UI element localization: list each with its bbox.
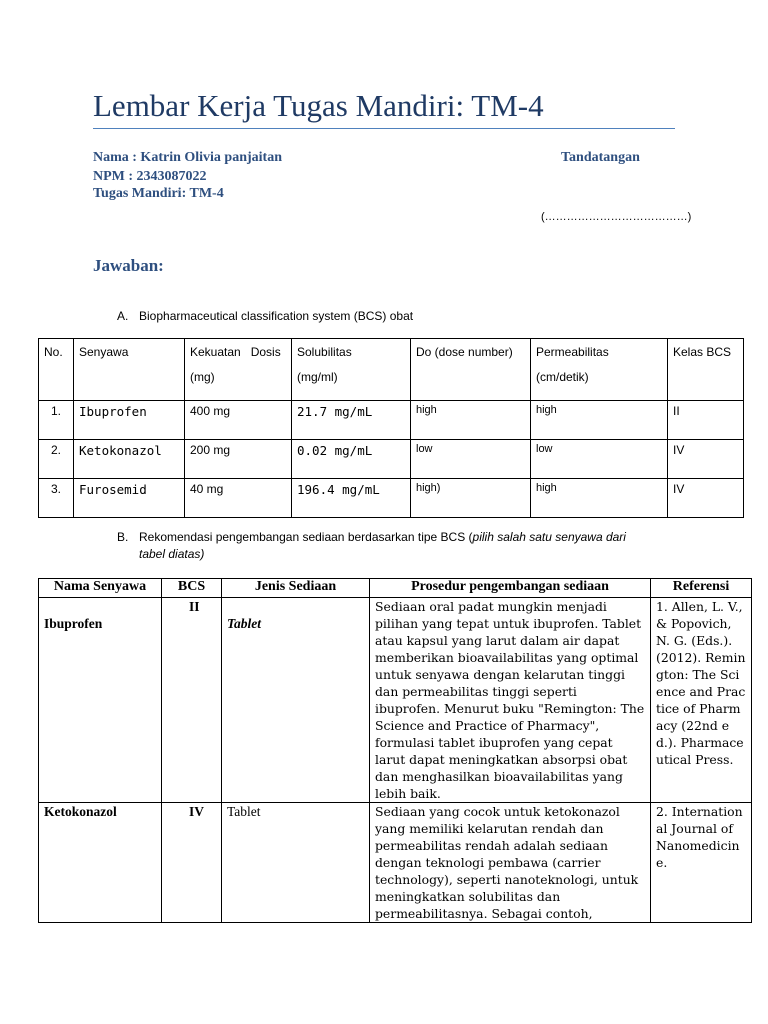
answer-heading: Jawaban:: [93, 256, 164, 275]
header-permeabilitas: Permeabilitas (cm/detik): [531, 339, 668, 401]
row-no: 2.: [39, 440, 74, 479]
header-solubilitas: Solubilitas (mg/ml): [292, 339, 411, 401]
table-row: [39, 440, 744, 479]
row-senyawa: Ketokonazol: [74, 440, 185, 479]
row-kekuatan: 40 mg: [185, 479, 292, 518]
signature-line: (…………………………………): [541, 211, 692, 223]
row-no: 1.: [39, 401, 74, 440]
row-senyawa: Furosemid: [74, 479, 185, 518]
row-no: 3.: [39, 479, 74, 518]
row-do: high): [411, 479, 531, 518]
table-row: [39, 803, 752, 923]
section-b-title-italic2: tabel diatas): [139, 547, 205, 561]
row-solubilitas: 0.02 mg/mL: [292, 440, 411, 479]
row-kekuatan: 400 mg: [185, 401, 292, 440]
header-referensi: Referensi: [651, 579, 752, 598]
row-referensi: 1. Allen, L. V., & Popovich, N. G. (Eds.). (2012). Remington: The Science and Practice of Pharmacy (22nd ed.). Pharmaceutical Press.: [651, 598, 752, 803]
section-b-heading: [117, 530, 626, 544]
signature-label: Tandatangan: [561, 150, 640, 165]
row-permeabilitas: low: [531, 440, 668, 479]
row-nama: Ketokonazol: [39, 803, 162, 923]
header-prosedur: Prosedur pengembangan sediaan: [370, 579, 651, 598]
title-underline: [93, 128, 675, 129]
header-jenis-sediaan: Jenis Sediaan: [222, 579, 370, 598]
table-row: [39, 401, 744, 440]
row-nama: Ibuprofen: [39, 598, 162, 803]
row-kelas: II: [668, 401, 744, 440]
assignment-label: Tugas Mandiri: TM-4: [93, 186, 224, 201]
row-jenis: Tablet: [222, 803, 370, 923]
header-kekuatan: Kekuatan Dosis (mg): [185, 339, 292, 401]
row-bcs: IV: [162, 803, 222, 923]
row-solubilitas: 21.7 mg/mL: [292, 401, 411, 440]
section-b-label: B.: [117, 530, 129, 544]
student-name: Nama : Katrin Olivia panjaitan: [93, 150, 283, 165]
row-do: low: [411, 440, 531, 479]
section-b-title: Rekomendasi pengembangan sediaan berdasarkan tipe BCS (: [139, 530, 473, 544]
header-bcs: BCS: [162, 579, 222, 598]
row-jenis: Tablet: [222, 598, 370, 803]
page-title: Lembar Kerja Tugas Mandiri: TM-4: [93, 88, 544, 123]
row-do: high: [411, 401, 531, 440]
section-b-heading-line2: [139, 547, 204, 561]
row-permeabilitas: high: [531, 479, 668, 518]
student-npm: NPM : 2343087022: [93, 169, 207, 184]
row-senyawa: Ibuprofen: [74, 401, 185, 440]
header-do: Do (dose number): [411, 339, 531, 401]
row-kekuatan: 200 mg: [185, 440, 292, 479]
row-bcs: II: [162, 598, 222, 803]
section-a-title: Biopharmaceutical classification system (BCS) obat: [139, 309, 414, 323]
row-permeabilitas: high: [531, 401, 668, 440]
table-row: [39, 479, 744, 518]
row-referensi: 2. International Journal of Nanomedicine.: [651, 803, 752, 923]
header-kelas: Kelas BCS: [668, 339, 744, 401]
row-prosedur: Sediaan yang cocok untuk ketokonazol yang memiliki kelarutan rendah dan permeabilitas rendah adalah sediaan dengan teknologi pembawa (carrier technology), seperti nanoteknologi, untuk meningkatkan solubilitas dan permeabilitasnya. Sebagai contoh,: [370, 803, 651, 923]
bcs-table: [38, 338, 744, 518]
recommendation-table: [38, 578, 752, 923]
section-a-heading: [117, 309, 413, 323]
table-row: [39, 598, 752, 803]
section-a-label: A.: [117, 309, 129, 323]
row-solubilitas: 196.4 mg/mL: [292, 479, 411, 518]
row-kelas: IV: [668, 479, 744, 518]
section-b-title-italic: pilih salah satu senyawa dari: [472, 530, 626, 544]
recommendation-table-header: [39, 579, 752, 598]
header-nama-senyawa: Nama Senyawa: [39, 579, 162, 598]
header-senyawa: Senyawa: [74, 339, 185, 401]
row-prosedur: Sediaan oral padat mungkin menjadi pilihan yang tepat untuk ibuprofen. Tablet atau kapsul yang larut dalam air dapat memberikan bioavailabilitas yang optimal untuk senyawa dengan kelarutan tinggi dan permeabilitas tinggi seperti ibuprofen. Menurut buku "Remington: The Science and Practice of Pharmacy", formulasi tablet ibuprofen yang cepat larut dapat meningkatkan absorpsi obat dan menghasilkan bioavailabilitas yang lebih baik.: [370, 598, 651, 803]
bcs-table-header: [39, 339, 744, 401]
header-no: No.: [39, 339, 74, 401]
row-kelas: IV: [668, 440, 744, 479]
